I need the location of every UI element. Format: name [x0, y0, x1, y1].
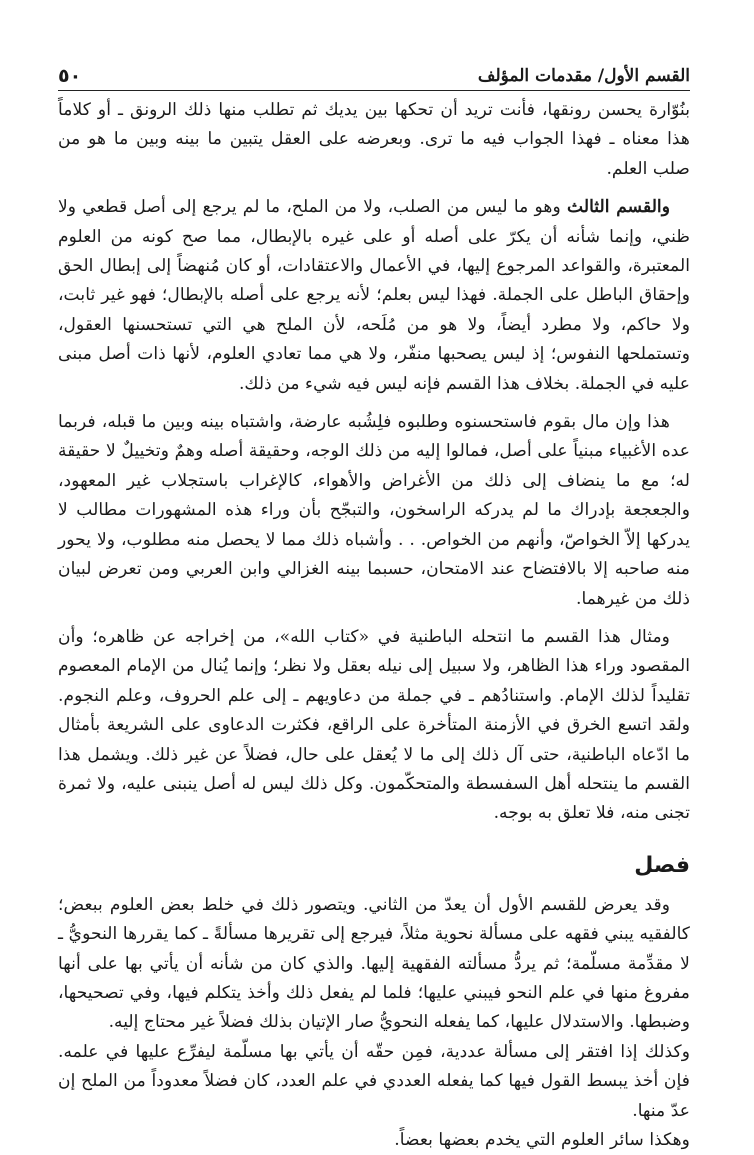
section-paragraph-3: [58, 1126, 690, 1155]
paragraph-text: وكذلك إذا افتقر إلى مسألة عددية، فمِن حقّه أن يأتي بها مسلّمة ليفرِّع عليها في علمه. فإن أخذ يبسط القول فيها كما يفعله العددي في علم العدد، كان فضلاً معدوداً من الملح إن عدّ منها.: [58, 1041, 690, 1121]
paragraph-text: وهو ما ليس من الصلب، ولا من الملح، ما لم يرجع إلى أصل قطعي ولا ظني، وإنما شأنه أن يكرّ على أصله أو على غيره بالإبطال، مما صح كونه من العلوم المعتبرة، والقواعد المرجوع إليها، في الأعمال والاعتقادات، أو كان مُنهضاً إلى إبطال الحق وإحقاق الباطل على الجملة. فهذا ليس بعلم؛ لأنه يرجع على أصله بالإبطال؛ فهو غير ثابت، ولا حاكم، ولا مطرد أيضاً، ولا هو من مُلَحه، لأن الملح هي التي تستحسنها العقول، وتستملحها النفوس؛ إذ ليس يصحبها منفّر، ولا هي مما تعادي العلوم، لأنها ذات أصل مبنى عليه في الجملة. بخلاف هذا القسم فإنه ليس فيه شيء من ذلك.: [58, 197, 690, 394]
page-header: [58, 58, 690, 91]
paragraph-text: وقد يعرض للقسم الأول أن يعدّ من الثاني. ويتصور ذلك في خلط بعض العلوم ببعض؛ كالفقيه يبني فقهه على مسألة نحوية مثلاً، فيرجع إلى تقريرها مسألةً ـ كما يقررها النحويُّ ـ لا مقدِّمة مسلّمة؛ ثم يردُّ مسألته الفقهية إليها. والذي كان من شأنه أن يأتي بها على أنها مفروغ منها في علم النحو فيبني عليها؛ فلما لم يفعل ذلك وأخذ يتكلم فيها، وفي تصحيحها، وضبطها. والاستدلال عليها، كما يفعله النحويُّ صار الإتيان بذلك فضلاً غير محتاج إليه.: [58, 894, 690, 1033]
section-title: فصل: [634, 852, 690, 878]
paragraph-text: هذا وإن مال بقوم فاستحسنوه وطلبوه فلِشُبه عارضة، واشتباه بينه وبين ما قبله، فربما عده الأغبياء مبنياً على أصل، فمالوا إليه من ذلك الوجه، وحقيقة أصله وهمٌ وتخييلٌ لا حقيقة له؛ مع ما ينضاف إلى ذلك من الأغراض والأهواء، كالإغراب باستجلاب غير المعهود، والجعجعة بإدراك ما لم يدركه الراسخون، والتبجّح بأن وراء هذه المشهورات مطالب لا يدركها إلاّ الخواصّ، وأنهم من الخواص. . . وأشباه ذلك مما لا يحصل منه مطلوب، ولا يحور منه صاحبه إلا بالافتضاح عند الامتحان، حسبما بينه الغزالي وابن العربي ومن تعرض لبيان ذلك من غيرهما.: [58, 412, 690, 609]
paragraph-1: [58, 96, 690, 184]
section-paragraph-1: [58, 891, 690, 1038]
paragraph-3: [58, 408, 690, 614]
page-body: [58, 96, 690, 1155]
paragraph-2: [58, 193, 690, 399]
paragraph-text: ومثال هذا القسم ما انتحله الباطنية في «كتاب الله»، من إخراجه عن ظاهره؛ وأن المقصود وراء هذا الظاهر، ولا سبيل إلى نيله بعقل ولا نظر؛ وإنما يُنال من الإمام المعصوم تقليداً لذلك الإمام. واستنادُهم ـ في جملة من دعاويهم ـ إلى علم الحروف، وعلم النجوم. ولقد اتسع الخرق في الأزمنة المتأخرة على الراقع، فكثرت الدعاوى على الشريعة بأمثال ما ادّعاه الباطنية، حتى آل ذلك إلى ما لا يُعقل على حال، فضلاً عن غير ذلك. ويشمل هذا القسم ما ينتحله أهل السفسطة والمتحكّمون. وكل ذلك ليس له أصل ينبنى عليه، ولا ثمرة تجنى منه، فلا تعلق به بوجه.: [58, 626, 690, 824]
paragraph-lead: والقسم الثالث: [566, 197, 671, 218]
paragraph-4: [58, 623, 690, 829]
paragraph-text: وهكذا سائر العلوم التي يخدم بعضها بعضاً.: [394, 1130, 690, 1150]
page-number: ٥٠: [58, 65, 82, 87]
section-paragraph-2: [58, 1038, 690, 1126]
paragraph-text: بنُوّارة يحسن رونقها، فأنت تريد أن تحكها بين يديك ثم تطلب منها ذلك الرونق ـ أو كلاماً هذا معناه ـ فهذا الجواب فيه ما ترى. وبعرضه على العقل يتبين ما بينه وبين ما هو من صلب العلم.: [58, 100, 690, 179]
running-title: القسم الأول/ مقدمات المؤلف: [477, 66, 690, 86]
